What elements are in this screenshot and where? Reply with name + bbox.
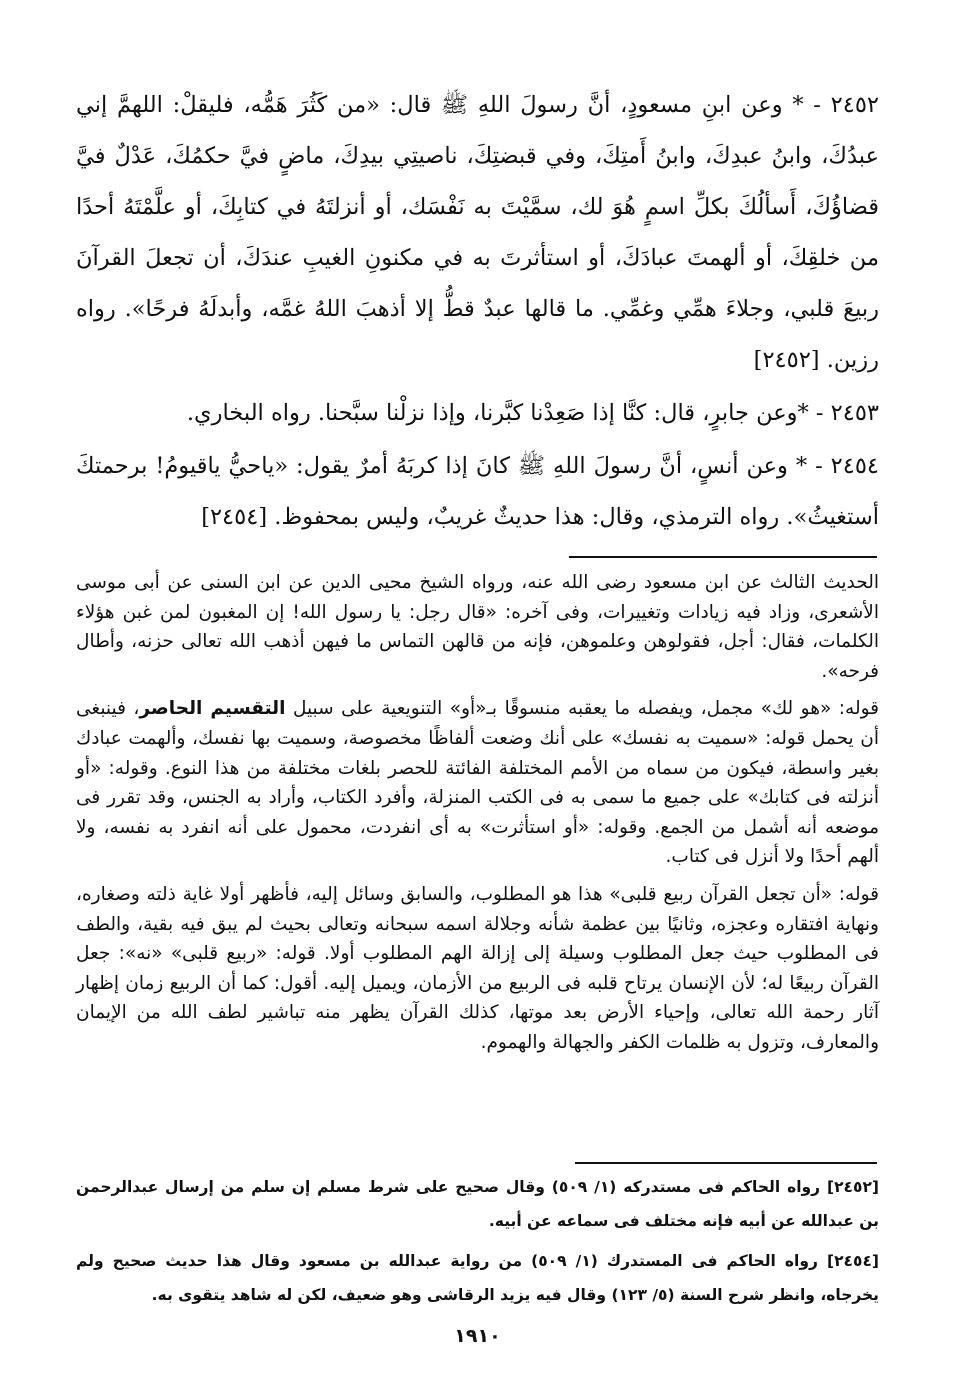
hadith-2452: ٢٤٥٢ - * وعن ابنِ مسعودٍ، أنَّ رسولَ اللهِ ﷺ قال: «من كَثُرَ هَمُّه، فليقلْ: اللهمَّ إني عبدُكَ، وابنُ عبدِكَ، وابنُ أَمتِكَ، وفي قبضتِكَ، ناصيتِي بيدِكَ، ماضٍ فيَّ حكمُكَ، عَدْلٌ فيَّ قضاؤُكَ، أَسألُكَ بكلِّ اسمٍ هُوَ لك، سمَّيْتَ به نَفْسَك، أو أنزلتَهُ في كتابِكَ، أو علَّمْتَهُ أحدًا من خلقِكَ، أو ألهمتَ عبادَكَ، أو استأثرتَ به في مكنونِ الغيبِ عندَكَ، أن تجعلَ القرآنَ ربيعَ قلبي، وجلاءَ همِّي وغمِّي. ما قالها عبدٌ قطُّ إلا أذهبَ اللهُ غمَّه، وأبدلَهُ فرحًا». رواه رزين. [٢٤٥٢] <box>76 92 879 373</box>
footnotes-section <box>76 1170 879 1318</box>
commentary-paragraph-1: الحديث الثالث عن ابن مسعود رضى الله عنه، ورواه الشيخ محيى الدين عن ابن السنى عن أبى موسى الأشعرى، وزاد فيه زيادات وتغييرات، وفى آخره: «قال رجل: يا رسول الله! إن المغبون لمن غبن هؤلاء الكلمات، فقال: أجل، فقولوهن وعلموهن، فإنه من قالهن التماس ما فيهن أذهب الله تعالى حزنه، وأطال فرحه». <box>76 572 879 682</box>
commentary-section <box>76 568 879 1066</box>
commentary-paragraph-2 <box>76 694 879 872</box>
hadith-section <box>76 80 879 543</box>
footnotes-divider <box>575 1162 877 1164</box>
commentary-paragraph-3: قوله: «أن تجعل القرآن ربيع قلبى» هذا هو المطلوب، والسابق وسائل إليه، فأظهر أولا غاية ذلته وصغاره، ونهاية افتقاره وعجزه، وثانيًا بين عظمة شأنه وجلالة اسمه سبحانه وتعالى بحيث لم يبق فيه بقية، والطف فى المطلوب حيث جعل المطلوب وسيلة إلى إزالة الهم المطلوب أولا. قوله: «ربيع قلبى» «نه»: جعل القرآن ربيعًا له؛ لأن الإنسان يرتاح قلبه فى الربيع من الأزمان، ويميل إليه. أقول: كما أن الربيع زمان إظهار آثار رحمة الله تعالى، وإحياء الأرض بعد موتها، كذلك القرآن يظهر منه تباشير لطف الله من الإيمان والمعارف، وتزول به ظلمات الكفر والجهالة والهموم. <box>76 883 879 1053</box>
footnote-2454: [٢٤٥٤] رواه الحاكم فى المستدرك (١/ ٥٠٩) من رواية عبدالله بن مسعود وقال هذا حديث صحيح ولم يخرجاه، وانظر شرح السنة (٥/ ١٢٣) وقال فيه يزيد الرقاشى وهو ضعيف، لكن له شاهد يتقوى به. <box>76 1252 879 1304</box>
commentary-bold-term: التقسيم الحاصر <box>139 698 286 720</box>
commentary-divider <box>569 556 877 558</box>
commentary-p2-start: قوله: «هو لك» مجمل، ويفصله ما يعقبه منسوقًا بـ«أو» التنويعية على سبيل <box>285 698 879 720</box>
hadith-2453: ٢٤٥٣ - *وعن جابرٍ، قال: كنَّا إذا صَعِدْنا كبَّرنا، وإذا نزلْنا سبَّحنا. رواه البخاري. <box>186 400 879 426</box>
page-number: ١٩١٠ <box>454 1325 501 1347</box>
commentary-p2-rest: ، فينبغى أن يحمل قوله: «سميت به نفسك» على أنك وضعت ألفاظًا مخصوصة، وسميت بها نفسك، وألهمت عبادك بغير واسطة، فيكون من سماه من الأمم المختلفة الفائتة للحصر بلغات مختلفة من هذا النوع. وقوله: «أو أنزلته فى كتابك» على جميع ما سمى به فى الكتب المنزلة، وأفرد الكتاب، وأراد به الجنس، وقد تقرر فى موضعه أنه أشمل من الجمع. وقوله: «أو استأثرت» به أى انفردت، محمول على أنه انفرد به نفسه، ولا ألهم أحدًا ولا أنزل فى كتاب. <box>76 698 879 868</box>
footnote-2452: [٢٤٥٢] رواه الحاكم فى مستدركه (١/ ٥٠٩) وقال صحيح على شرط مسلم إن سلم من إرسال عبدالرحمن بن عبدالله عن أبيه فإنه مختلف فى سماعه عن أبيه. <box>76 1178 879 1230</box>
hadith-2454: ٢٤٥٤ - * وعن أنسٍ، أنَّ رسولَ اللهِ ﷺ كانَ إذا كربَهُ أمرٌ يقول: «ياحيُّ ياقيومُ! برحمتكَ أستغيثُ». رواه الترمذي، وقال: هذا حديثٌ غريبٌ، وليس بمحفوظ. [٢٤٥٤] <box>76 453 879 530</box>
